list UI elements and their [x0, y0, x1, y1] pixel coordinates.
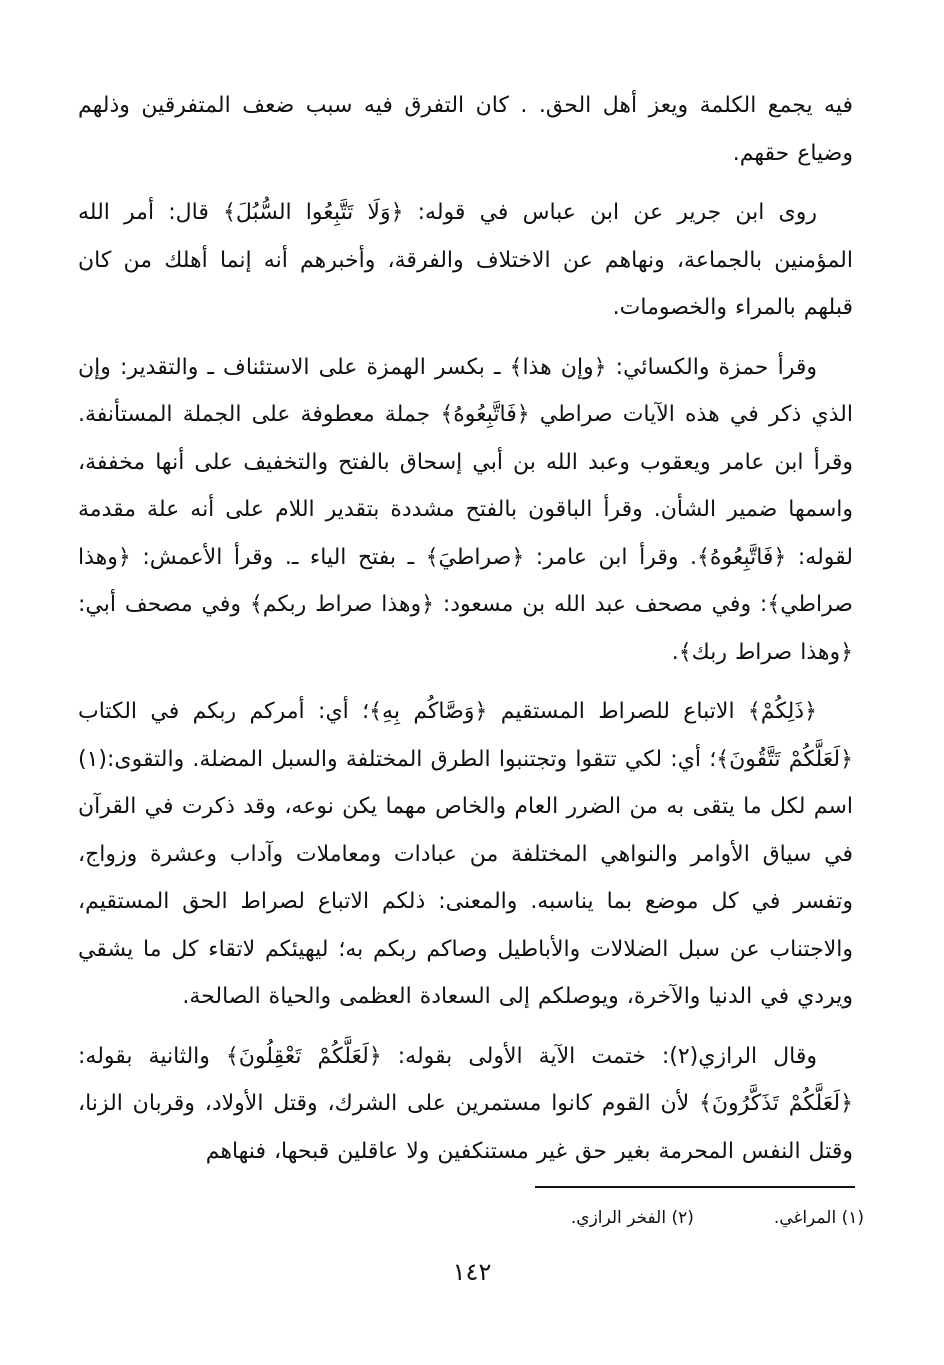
paragraph-5: وقال الرازي(٢): ختمت الآية الأولى بقوله: ﴿لَعَلَّكُمْ تَعْقِلُونَ﴾ والثانية بقوله: ﴿لَعَلَّكُمْ تَذَكَّرُونَ﴾ لأن القوم كانوا مستمرين على الشرك، وقتل الأولاد، وقربان الزنا، وقتل النفس المحرمة بغير حق غير مستنكفين ولا عاقلين قبحها، فنهاهم: [78, 1043, 853, 1164]
footnote-divider: [535, 1186, 855, 1188]
footnotes: [304, 1204, 864, 1232]
body-text: [78, 82, 853, 1175]
footnote-2: (٢) الفخر الرازي.: [570, 1208, 694, 1228]
footnote-1: (١) المراغي.: [773, 1208, 864, 1228]
paragraph-4: ﴿ذَلِكُمْ﴾ الاتباع للصراط المستقيم ﴿وَصَّاكُم بِهِ﴾؛ أي: أمركم ربكم في الكتاب ﴿لَعَلَّكُمْ تَتَّقُونَ﴾؛ أي: لكي تتقوا وتجتنبوا الطرق المختلفة والسبل المضلة. والتقوى:(١) اسم لكل ما يتقى به من الضرر العام والخاص مهما يكن نوعه، وقد ذكرت في القرآن في سياق الأوامر والنواهي المختلفة من عبادات ومعاملات وآداب وعشرة وزواج، وتفسر في كل موضع بما يناسبه. والمعنى: ذلكم الاتباع لصراط الحق المستقيم، والاجتناب عن سبل الضلالات والأباطيل وصاكم ربكم به؛ ليهيئكم لاتقاء كل ما يشقي ويردي في الدنيا والآخرة، ويوصلكم إلى السعادة العظمى والحياة الصالحة.: [78, 699, 853, 1009]
paragraph-3: وقرأ حمزة والكسائي: ﴿وإن هذا﴾ ـ بكسر الهمزة على الاستئناف ـ والتقدير: وإن الذي ذكر في هذه الآيات صراطي ﴿فَاتَّبِعُوهُ﴾ جملة معطوفة على الجملة المستأنفة. وقرأ ابن عامر ويعقوب وعبد الله بن أبي إسحاق بالفتح والتخفيف على أنها مخففة، واسمها ضمير الشأن. وقرأ الباقون بالفتح مشددة بتقدير اللام على أنه علة مقدمة لقوله: ﴿فَاتَّبِعُوهُ﴾. وقرأ ابن عامر: ﴿صراطيَ﴾ ـ بفتح الياء ـ. وقرأ الأعمش: ﴿وهذا صراطي﴾: وفي مصحف عبد الله بن مسعود: ﴿وهذا صراط ربكم﴾ وفي مصحف أبي: ﴿وهذا صراط ربك﴾.: [78, 354, 853, 665]
page-number: ١٤٢: [452, 1258, 492, 1286]
paragraph-2: روى ابن جرير عن ابن عباس في قوله: ﴿وَلَا تَتَّبِعُوا السُّبُلَ﴾ قال: أمر الله المؤمنين بالجماعة، ونهاهم عن الاختلاف والفرقة، وأخبرهم أنه إنما أهلك من كان قبلهم بالمراء والخصومات.: [78, 200, 853, 320]
paragraph-1: فيه يجمع الكلمة ويعز أهل الحق. . كان التفرق فيه سبب ضعف المتفرقين وذلهم وضياع حقهم.: [78, 93, 853, 166]
